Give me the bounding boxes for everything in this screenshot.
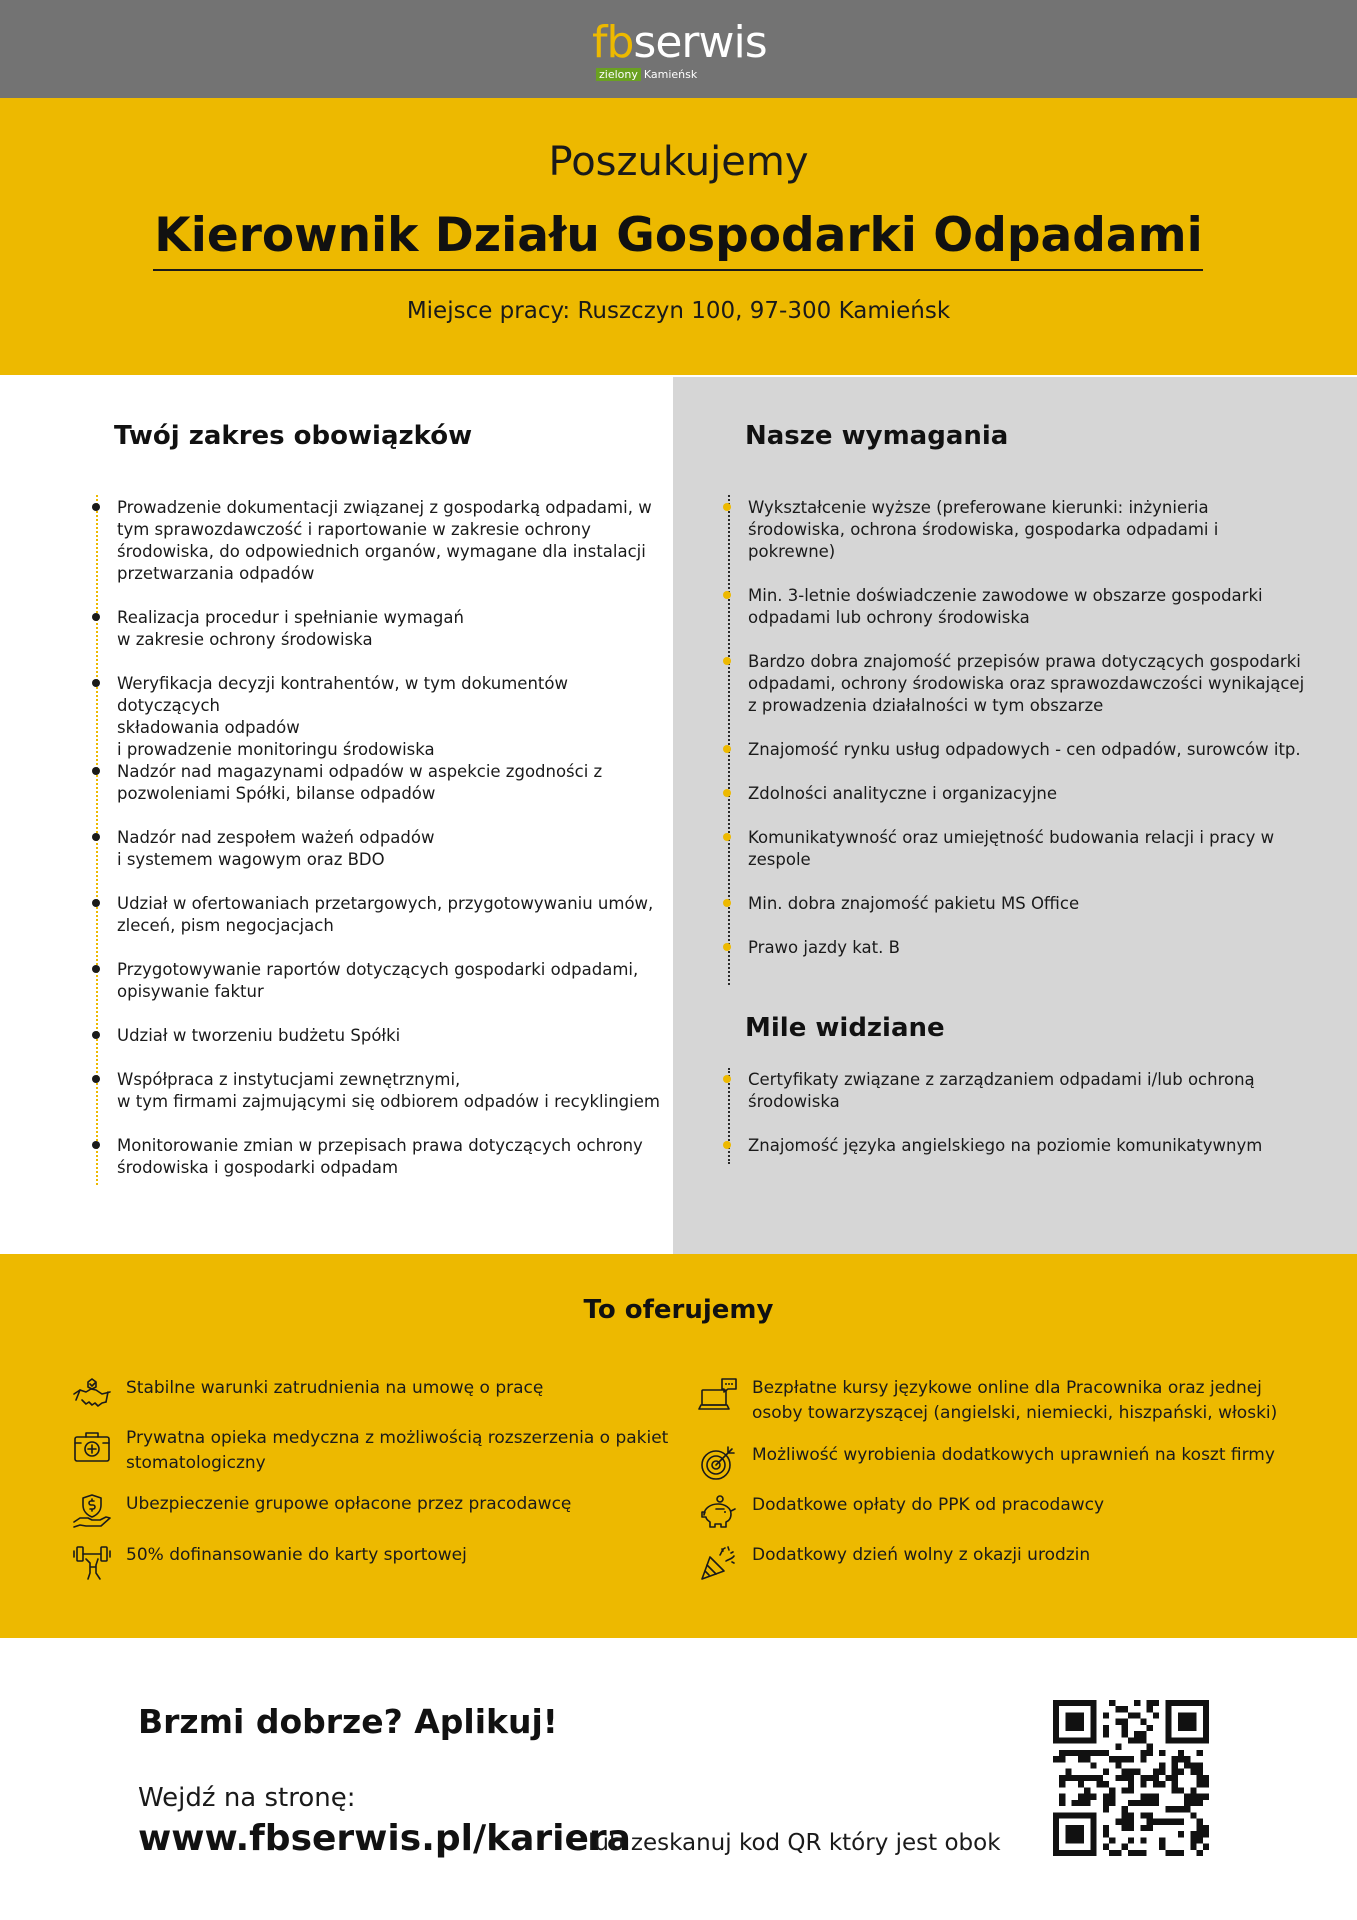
list-item-text: Zdolności analityczne i organizacyjne	[748, 784, 1058, 803]
target-icon	[698, 1443, 738, 1483]
list-item	[748, 651, 1328, 717]
list-item	[117, 497, 667, 585]
list-item	[117, 761, 667, 805]
list-item	[748, 937, 1328, 959]
bullet-dot-icon	[723, 1075, 731, 1083]
logo-text-serwis: serwis	[633, 17, 767, 68]
list-item	[117, 607, 667, 651]
laptop-chat-icon	[698, 1376, 738, 1416]
offer-item	[72, 1376, 543, 1416]
company-logo	[592, 18, 772, 88]
nice-to-have-heading: Mile widziane	[745, 1013, 945, 1043]
list-item-text: Prowadzenie dokumentacji związanej z gospodarką odpadami, w tym sprawozdawczość i raportowanie w zakresie ochrony środowiska, do odpowiednich organów, wymagane dla instalacji przetwarzania odpadów	[117, 498, 652, 583]
list-item-text: Komunikatywność oraz umiejętność budowania relacji i pracy w zespole	[748, 828, 1275, 869]
list-item-text: Nadzór nad magazynami odpadów w aspekcie zgodności z pozwoleniami Spółki, bilanse odpadów	[117, 762, 603, 803]
bullet-dot-icon	[92, 1141, 100, 1149]
list-item	[117, 1135, 667, 1179]
list-item-text: Znajomość rynku usług odpadowych - cen odpadów, surowców itp.	[748, 740, 1301, 759]
offer-item	[72, 1543, 467, 1583]
medical-kit-icon	[72, 1426, 112, 1466]
list-item	[117, 1069, 667, 1113]
visit-label: Wejdź na stronę:	[138, 1783, 356, 1813]
header-bar	[0, 0, 1357, 98]
handshake-icon	[72, 1376, 112, 1416]
bullet-dot-icon	[92, 767, 100, 775]
bullet-dot-icon	[723, 789, 731, 797]
career-link[interactable]: www.fbserwis.pl/kariera	[138, 1818, 631, 1859]
title-underline	[153, 269, 1203, 271]
job-location: Miejsce pracy: Ruszczyn 100, 97-300 Kamieńsk	[406, 298, 951, 324]
dumbbell-hand-icon	[72, 1543, 112, 1583]
list-item-text: Prawo jazdy kat. B	[748, 938, 900, 957]
list-item-text: Wykształcenie wyższe (preferowane kierunki: inżynieria środowiska, ochrona środowiska, gospodarka odpadami i pokrewne)	[748, 498, 1219, 561]
apply-cta: Brzmi dobrze? Aplikuj!	[138, 1702, 558, 1741]
offer-item	[72, 1426, 668, 1476]
bullet-dot-icon	[723, 899, 731, 907]
job-title: Kierownik Działu Gospodarki Odpadami	[154, 208, 1203, 263]
bullet-dot-icon	[92, 833, 100, 841]
duties-heading: Twój zakres obowiązków	[114, 421, 473, 451]
logo-tag-place: Kamieńsk	[643, 68, 698, 81]
bullet-dot-icon	[723, 591, 731, 599]
offer-item-text: Ubezpieczenie grupowe opłacone przez pracodawcę	[126, 1494, 572, 1514]
list-item-text: Znajomość języka angielskiego na poziomie komunikatywnym	[748, 1136, 1263, 1155]
offer-item	[698, 1376, 1277, 1426]
hero-section	[0, 98, 1357, 375]
list-item-text: Nadzór nad zespołem ważeń odpadów i systemem wagowym oraz BDO	[117, 828, 435, 869]
offer-item-text: Dodatkowe opłaty do PPK od pracodawcy	[752, 1495, 1105, 1515]
insurance-hand-icon	[72, 1492, 112, 1532]
list-item-text: Min. 3-letnie doświadczenie zawodowe w obszarze gospodarki odpadami lub ochrony środowiska	[748, 586, 1263, 627]
list-item	[748, 827, 1328, 871]
bullet-dot-icon	[723, 833, 731, 841]
offer-item-text: 50% dofinansowanie do karty sportowej	[126, 1545, 467, 1565]
bullet-dot-icon	[723, 1141, 731, 1149]
list-item	[748, 585, 1328, 629]
list-item-text: Przygotowywanie raportów dotyczących gospodarki odpadami, opisywanie faktur	[117, 960, 639, 1001]
list-item	[748, 1135, 1328, 1157]
bullet-dot-icon	[92, 899, 100, 907]
offer-item-text: Prywatna opieka medyczna z możliwością rozszerzenia o pakiet stomatologiczny	[126, 1428, 669, 1473]
list-item-text: Realizacja procedur i spełnianie wymagań w zakresie ochrony środowiska	[117, 608, 464, 649]
bullet-dot-icon	[723, 745, 731, 753]
bullet-dot-icon	[723, 657, 731, 665]
bullet-dot-icon	[92, 503, 100, 511]
list-item-text: Bardzo dobra znajomość przepisów prawa dotyczących gospodarki odpadami, ochrony środowiska oraz sprawozdawczości wynikającej z prowadzenia działalności w tym obszarze	[748, 652, 1305, 715]
list-item	[748, 783, 1328, 805]
logo-text-fb: fb	[592, 17, 634, 68]
bullet-dot-icon	[92, 1031, 100, 1039]
piggy-bank-icon	[698, 1493, 738, 1533]
list-item-text: Monitorowanie zmian w przepisach prawa dotyczących ochrony środowiska i gospodarki odpadam	[117, 1136, 643, 1177]
logo-tag-green: zielony	[596, 68, 641, 81]
list-item	[748, 893, 1328, 915]
requirements-dotted-line	[728, 495, 730, 985]
offer-item-text: Bezpłatne kursy językowe online dla Pracownika oraz jednej osoby towarzyszącej (angielski, niemiecki, hiszpański, włoski)	[752, 1378, 1278, 1423]
bullet-dot-icon	[92, 613, 100, 621]
offer-item-text: Dodatkowy dzień wolny z okazji urodzin	[752, 1545, 1091, 1565]
offer-heading: To oferujemy	[583, 1295, 774, 1325]
list-item-text: Udział w tworzeniu budżetu Spółki	[117, 1026, 401, 1045]
party-popper-icon	[698, 1543, 738, 1583]
offer-item-text: Możliwość wyrobienia dodatkowych uprawnień na koszt firmy	[752, 1445, 1275, 1465]
bullet-dot-icon	[92, 1075, 100, 1083]
scan-instruction: lub zeskanuj kod QR który jest obok	[588, 1830, 1001, 1856]
list-item-text: Certyfikaty związane z zarządzaniem odpadami i/lub ochroną środowiska	[748, 1070, 1255, 1111]
list-item-text: Min. dobra znajomość pakietu MS Office	[748, 894, 1080, 913]
offer-item	[72, 1492, 571, 1532]
offer-item	[698, 1543, 1090, 1583]
list-item	[117, 827, 667, 871]
list-item	[117, 893, 667, 937]
list-item	[117, 959, 667, 1003]
list-item	[748, 497, 1328, 563]
qr-code-icon[interactable]	[1053, 1700, 1209, 1856]
list-item	[117, 1025, 667, 1047]
requirements-heading: Nasze wymagania	[745, 421, 1009, 451]
list-item	[748, 739, 1328, 761]
offer-item	[698, 1493, 1104, 1533]
bullet-dot-icon	[92, 965, 100, 973]
offer-item-text: Stabilne warunki zatrudnienia na umowę o pracę	[126, 1378, 544, 1398]
bullet-dot-icon	[723, 503, 731, 511]
list-item-text: Udział w ofertowaniach przetargowych, przygotowywaniu umów, zleceń, pism negocjacjach	[117, 894, 654, 935]
list-item-text: Współpraca z instytucjami zewnętrznymi, w tym firmami zajmującymi się odbiorem odpadów i recyklingiem	[117, 1070, 660, 1111]
bullet-dot-icon	[723, 943, 731, 951]
list-item	[117, 673, 667, 761]
hero-subtitle: Poszukujemy	[548, 139, 809, 185]
list-item	[748, 1069, 1328, 1113]
bullet-dot-icon	[92, 679, 100, 687]
list-item-text: Weryfikacja decyzji kontrahentów, w tym dokumentów dotyczących składowania odpadów i prowadzenie monitoringu środowiska	[117, 674, 568, 759]
offer-item	[698, 1443, 1275, 1483]
